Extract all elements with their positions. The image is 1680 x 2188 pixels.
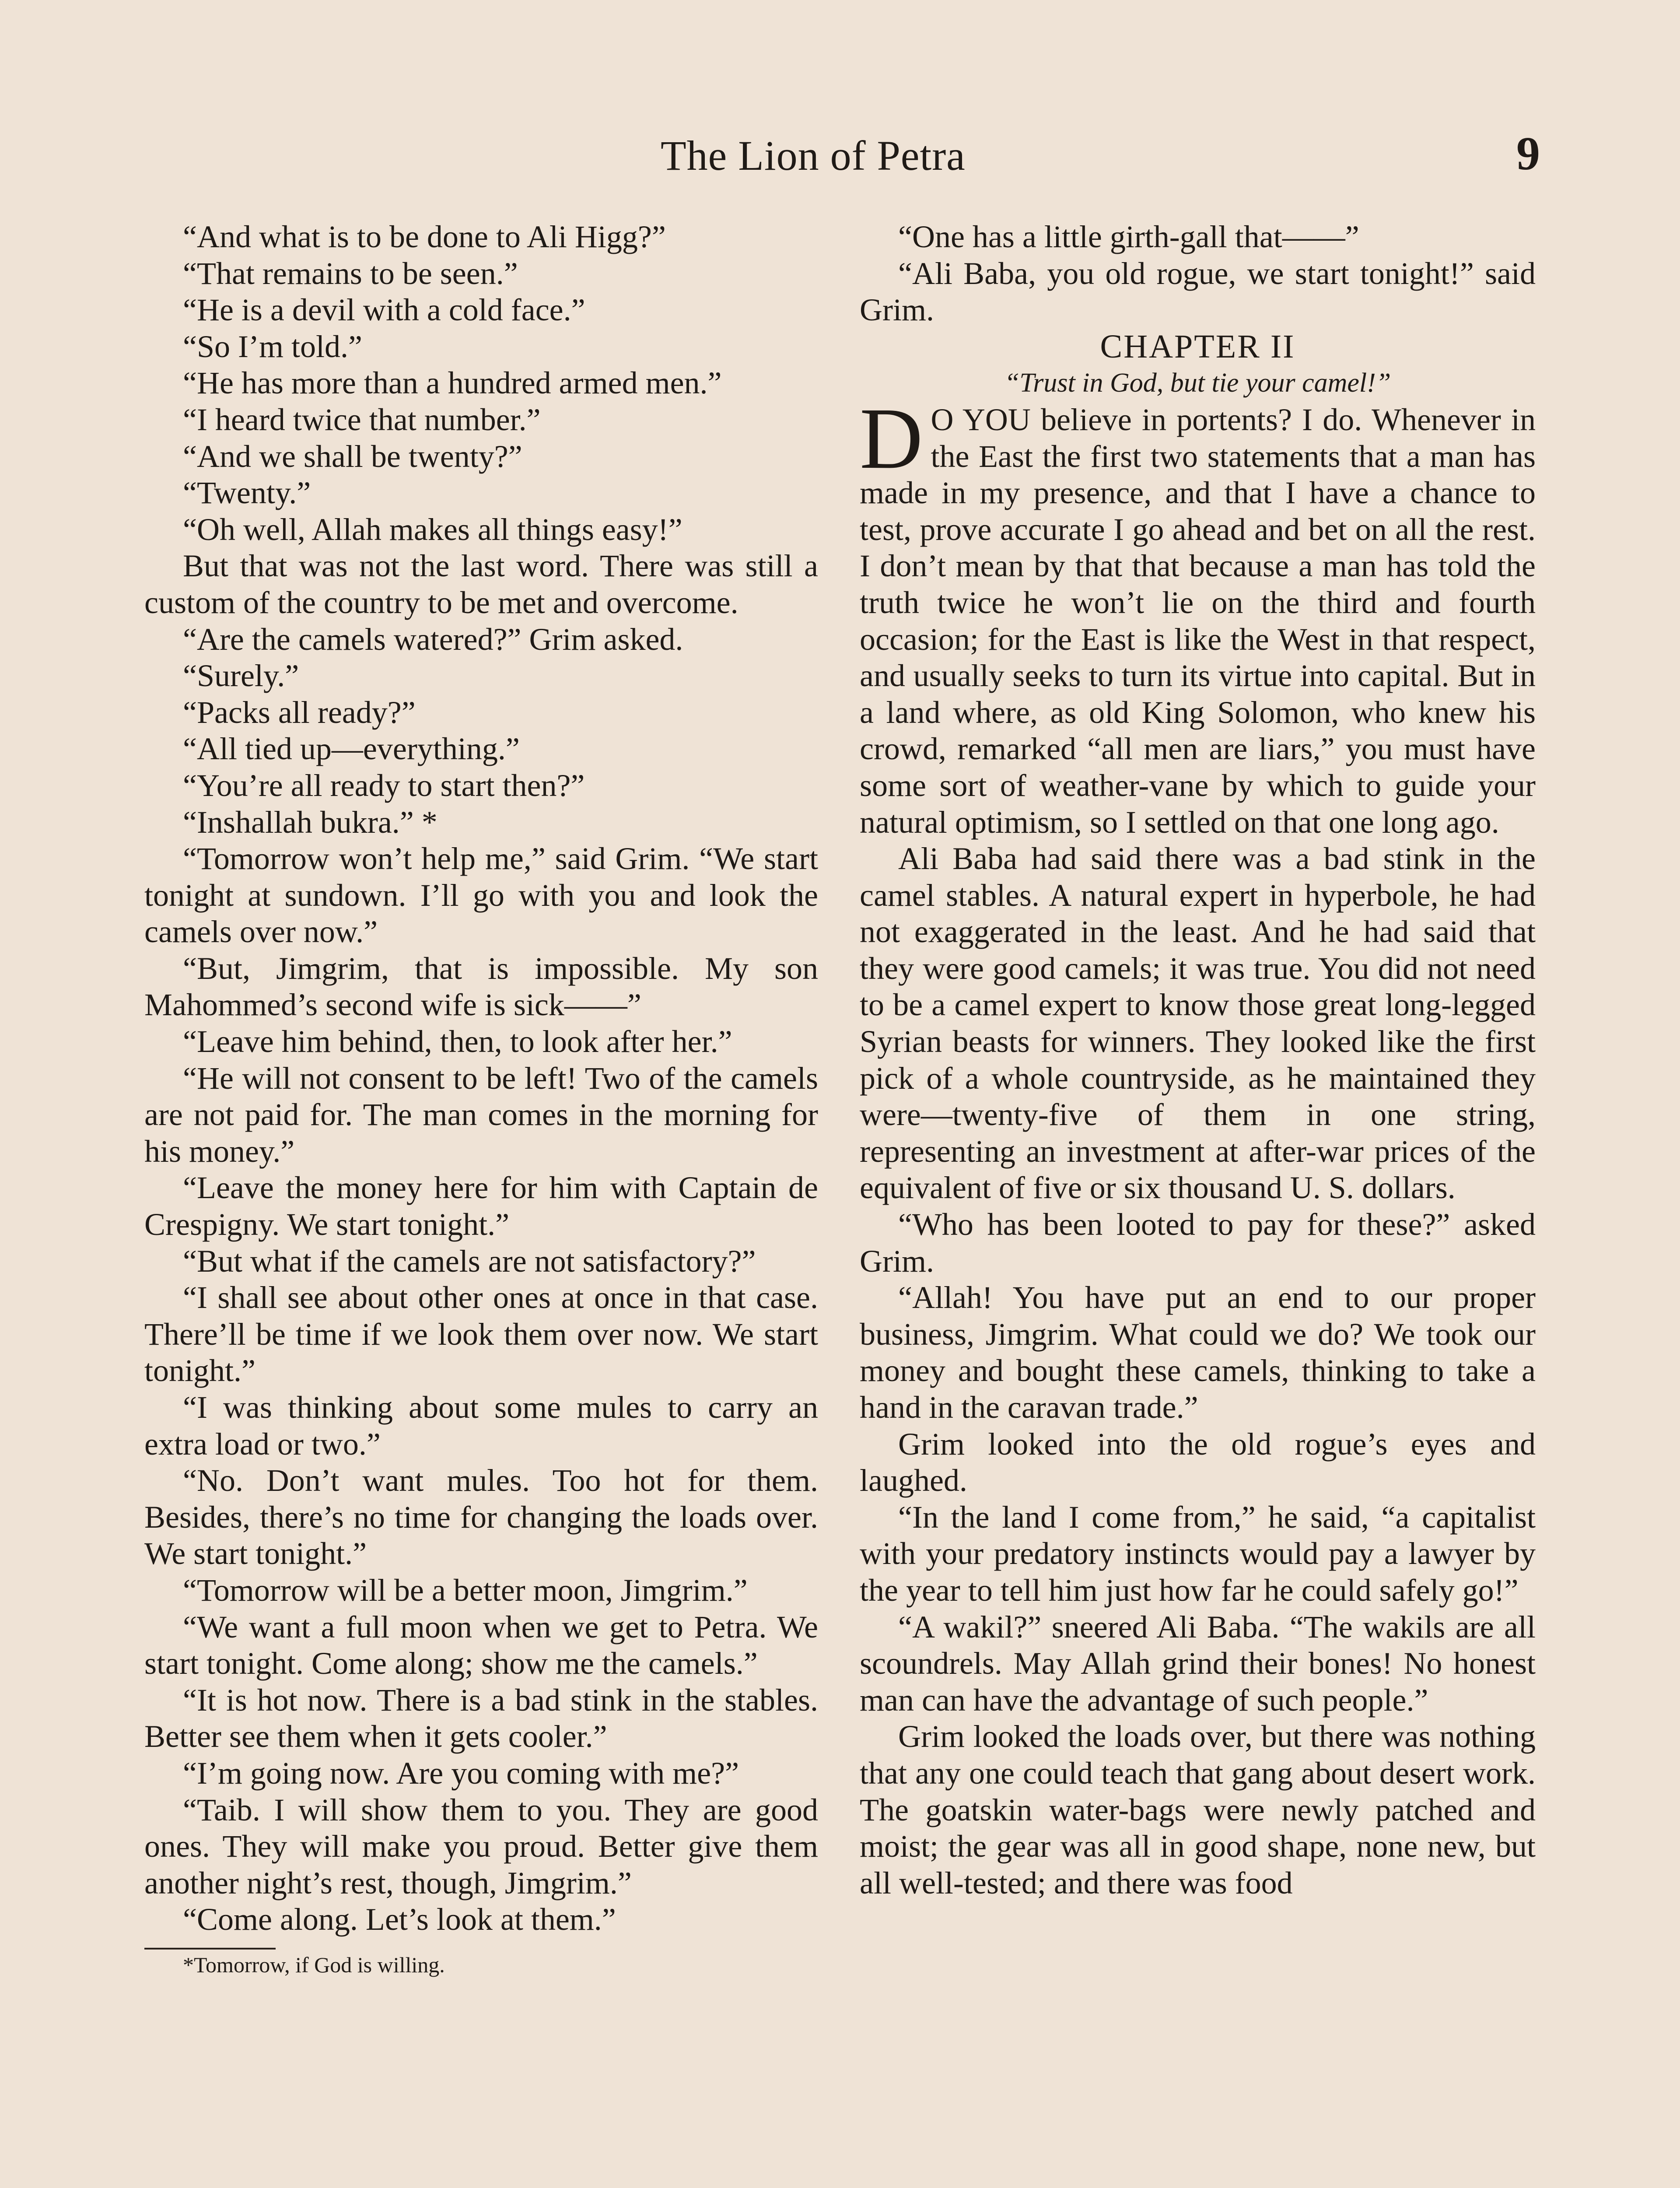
paragraph: But that was not the last word. There was still a custom of the country to be met and overcome. bbox=[144, 548, 818, 620]
paragraph: “Taib. I will show them to you. They are good ones. They will make you proud. Better give them another night’s rest, though, Jimgrim.” bbox=[144, 1792, 818, 1900]
paragraph: “I heard twice that number.” bbox=[183, 402, 541, 437]
paragraph: “In the land I come from,” he said, “a capitalist with your predatory instincts would pay a lawyer by the year to tell him just how far he could safely go!” bbox=[860, 1499, 1536, 1608]
page-number: 9 bbox=[1516, 128, 1540, 180]
paragraph: “Leave him behind, then, to look after her.” bbox=[183, 1024, 732, 1059]
paragraph: “Come along. Let’s look at them.” bbox=[183, 1902, 616, 1937]
paragraph: “Allah! You have put an end to our proper business, Jimgrim. What could we do? We took our money and bought these camels, thinking to take a hand in the caravan trade.” bbox=[860, 1280, 1536, 1425]
paragraph: “We want a full moon when we get to Petra. We start tonight. Come along; show me the camels.” bbox=[144, 1609, 818, 1681]
paragraph: “All tied up—everything.” bbox=[183, 731, 520, 767]
paragraph: Grim looked into the old rogue’s eyes and laughed. bbox=[860, 1426, 1536, 1498]
paragraph: “He will not consent to be left! Two of the camels are not paid for. The man comes in the morning for his money.” bbox=[144, 1060, 818, 1169]
left-column bbox=[144, 219, 818, 1980]
right-column bbox=[860, 219, 1536, 1901]
paragraph: “It is hot now. There is a bad stink in the stables. Better see them when it gets cooler.” bbox=[144, 1682, 818, 1754]
paragraph: “And we shall be twenty?” bbox=[183, 438, 522, 474]
drop-cap: D bbox=[860, 390, 923, 487]
paragraph: “Tomorrow will be a better moon, Jimgrim.” bbox=[183, 1572, 748, 1608]
chapter-heading: CHAPTER II bbox=[1100, 328, 1295, 365]
opening-paragraph bbox=[860, 390, 1536, 841]
paragraph: “That remains to be seen.” bbox=[183, 256, 518, 291]
paragraph: “Leave the money here for him with Captain de Crespigny. We start tonight.” bbox=[144, 1170, 818, 1242]
paragraph: Ali Baba had said there was a bad stink in the camel stables. A natural expert in hyperbole, he had not exaggerated in the least. And he had said that they were good camels; it was true. You did not need to be a camel expert to know those great long-legged Syrian beasts for winners. They looked like the first pick of a whole countryside, as he maintained they were—twenty-five of them in one string, representing an investment at after-war prices of the equivalent of five or six thousand U. S. dollars. bbox=[860, 841, 1536, 1206]
paragraph: “But what if the camels are not satisfactory?” bbox=[183, 1243, 756, 1279]
running-title: The Lion of Petra bbox=[661, 132, 966, 179]
paragraph: “Inshallah bukra.” * bbox=[183, 804, 438, 840]
paragraph: “He is a devil with a cold face.” bbox=[183, 292, 585, 328]
paragraph: “One has a little girth-gall that——” bbox=[898, 219, 1359, 254]
footnote: *Tomorrow, if God is willing. bbox=[183, 1952, 445, 1977]
paragraph: “But, Jimgrim, that is impossible. My son Mahommed’s second wife is sick——” bbox=[144, 950, 818, 1023]
paragraph: “Twenty.” bbox=[183, 475, 311, 511]
paragraph: “And what is to be done to Ali Higg?” bbox=[183, 219, 666, 254]
paragraph: Grim looked the loads over, but there was nothing that any one could teach that gang about desert work. The goatskin water-bags were newly patched and moist; the gear was all in good shape, none new, but all well-tested; and there was food bbox=[860, 1719, 1536, 1900]
page-header bbox=[0, 127, 1680, 188]
paragraph: “So I’m told.” bbox=[183, 329, 362, 364]
paragraph: “A wakil?” sneered Ali Baba. “The wakils are all scoundrels. May Allah grind their bones! No honest man can have the advantage of such people.” bbox=[860, 1609, 1536, 1718]
paragraph: “I shall see about other ones at once in that case. There’ll be time if we look them over now. We start tonight.” bbox=[144, 1280, 818, 1389]
paragraph: “Who has been looted to pay for these?” asked Grim. bbox=[860, 1207, 1536, 1279]
opening-paragraph-text: O YOU believe in portents? I do. Whenever in the East the first two statements that a man has made in my presence, and that I have a chance to test, prove accurate I go ahead and bet on all the rest. I don’t mean by that that because a man has told the truth twice he won’t lie on the third and fourth occasion; for the East is like the West in that respect, and usually seeks to turn its virtue into capital. But in a land where, as old King Solomon, who knew his crowd, remarked “all men are liars,” you must have some sort of weather-vane by which to guide your natural optimism, so I settled on that one long ago. bbox=[860, 402, 1536, 840]
paragraph: “Are the camels watered?” Grim asked. bbox=[183, 621, 683, 657]
paragraph: “Tomorrow won’t help me,” said Grim. “We start tonight at sundown. I’ll go with you and look the camels over now.” bbox=[144, 841, 818, 950]
paragraph: “You’re all ready to start then?” bbox=[183, 768, 585, 803]
paragraph: “I’m going now. Are you coming with me?” bbox=[183, 1755, 739, 1791]
paragraph: “I was thinking about some mules to carry an extra load or two.” bbox=[144, 1390, 818, 1462]
paragraph: “No. Don’t want mules. Too hot for them. Besides, there’s no time for changing the loads over. We start tonight.” bbox=[144, 1463, 818, 1571]
paragraph: “Oh well, Allah makes all things easy!” bbox=[183, 512, 682, 547]
paragraph: “Ali Baba, you old rogue, we start tonight!” said Grim. bbox=[860, 256, 1536, 328]
paragraph: “Packs all ready?” bbox=[183, 694, 416, 730]
chapter-epigraph: “Trust in God, but tie your camel!” bbox=[1004, 368, 1391, 398]
paragraph: “Surely.” bbox=[183, 658, 299, 694]
paragraph: “He has more than a hundred armed men.” bbox=[183, 365, 722, 401]
